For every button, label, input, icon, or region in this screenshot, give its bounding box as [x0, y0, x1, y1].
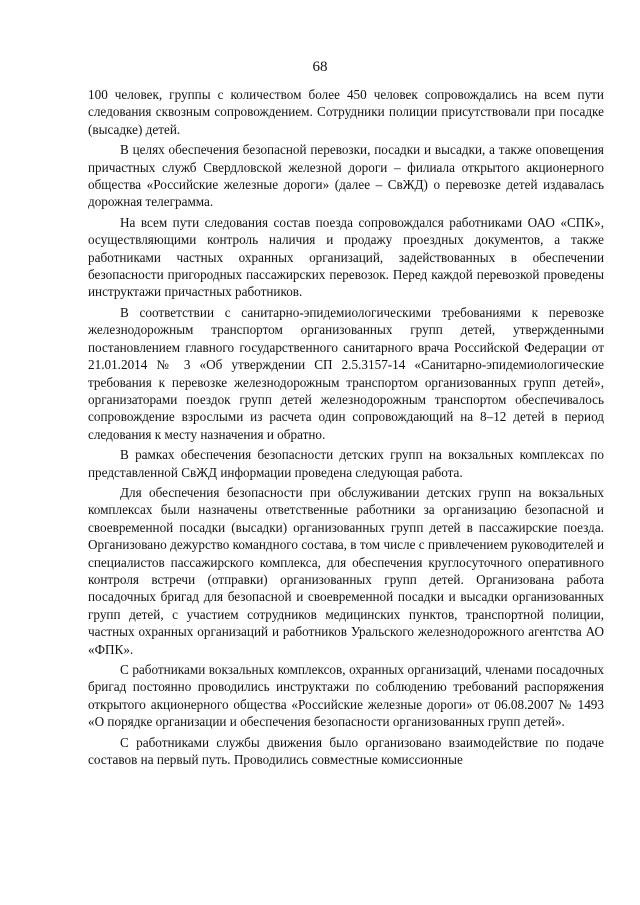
- page-number: 68: [312, 59, 328, 75]
- paragraph: В соответствии с санитарно-эпидемиологическими требованиями к перевозке железнодорожным транспортом организованных групп детей, утвержденными постановлением главного государственного санитарного врача Российской Федерации от 21.01.2014 № 3 «Об утверждении СП 2.5.3157-14 «Санитарно-эпидемиологические требования к перевозке железнодорожным транспортом организованных групп детей», организаторами поездок групп детей железнодорожным транспортом обеспечивалось сопровождение взрослыми из расчета один сопровождающий на 8–12 детей в период следования к месту назначения и обратно.: [88, 304, 604, 442]
- body-text: [88, 86, 604, 771]
- paragraph: 100 человек, группы с количеством более 450 человек сопровождались на всем пути следования сквозным сопровождением. Сотрудники полиции присутствовали при посадке (высадке) детей.: [88, 87, 604, 137]
- paragraph: С работниками службы движения было организовано взаимодействие по подаче составов на первый путь. Проводились совместные комиссионные: [88, 734, 604, 768]
- paragraph: В рамках обеспечения безопасности детских групп на вокзальных комплексах по представленной СвЖД информации проведена следующая работа.: [88, 447, 604, 480]
- paragraph: В целях обеспечения безопасной перевозки, посадки и высадки, а также оповещения причастных служб Свердловской железной дороги – филиала открытого акционерного общества «Российские железные дороги» (далее – СвЖД) о перевозке детей издавалась дорожная телеграмма.: [88, 142, 604, 210]
- paragraph: На всем пути следования состав поезда сопровождался работниками ОАО «СПК», осуществляющими контроль наличия и продажу проездных документов, а также работниками частных охранных организаций, задействованных в обеспечении безопасности пригородных пассажирских перевозок. Перед каждой перевозкой проведены инструктажи причастных работников.: [88, 214, 604, 300]
- paragraph: Для обеспечения безопасности при обслуживании детских групп на вокзальных комплексах были назначены ответственные работники за организацию безопасной и своевременной посадки (высадки) организованных групп детей в пассажирские поезда. Организовано дежурство командного состава, в том числе с привлечением руководителей и специалистов пассажирского комплекса, для обеспечения круглосуточного оперативного контроля встречи (отправки) организованных групп детей. Организована работа посадочных бригад для безопасной и своевременной посадки и высадки организованных групп детей, с участием сотрудников медицинских пунктов, транспортной полиции, частных охранных организаций и работников Уральского железнодорожного агентства АО «ФПК».: [88, 484, 604, 657]
- paragraph: С работниками вокзальных комплексов, охранных организаций, членами посадочных бригад постоянно проводились инструктажи по соблюдению требований распоряжения открытого акционерного общества «Российские железные дороги» от 06.08.2007 № 1493 «О порядке организации и обеспечения безопасности организованных групп детей».: [88, 662, 604, 730]
